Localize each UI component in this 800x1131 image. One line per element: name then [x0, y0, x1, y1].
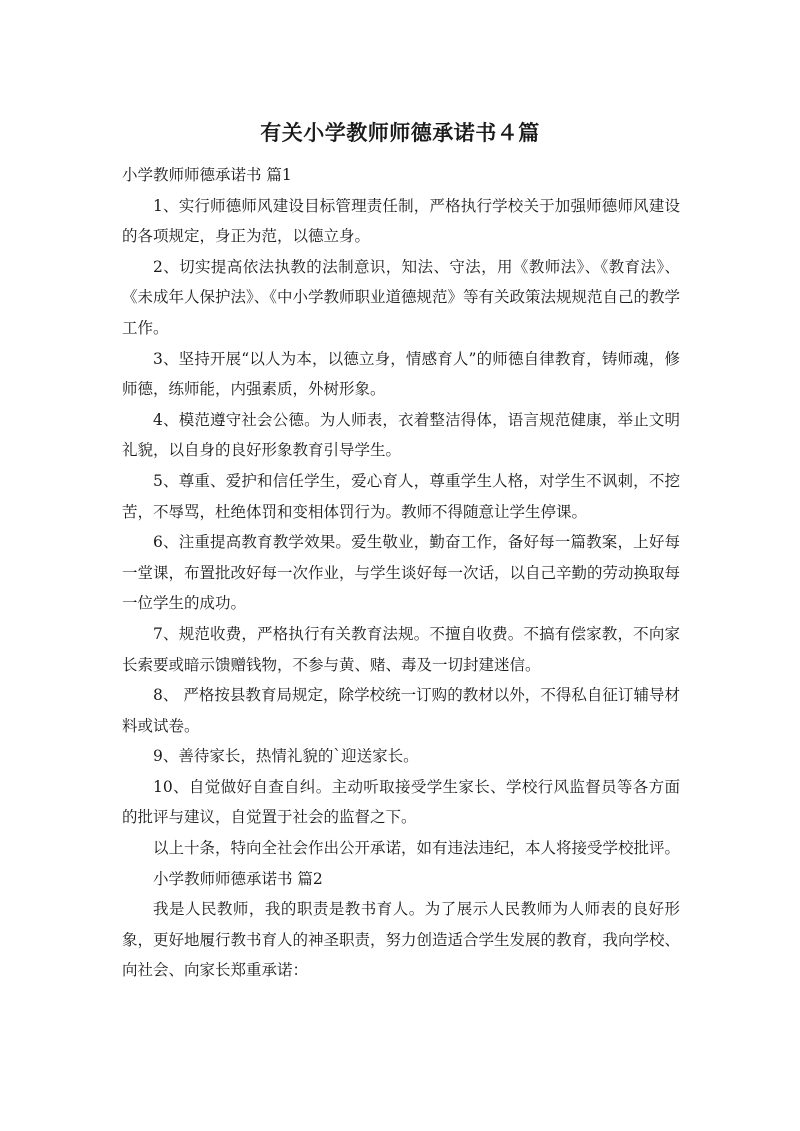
paragraph: 4、模范遵守社会公德。为人师表，衣着整洁得体，语言规范健康，举止文明礼貌，以自身的良好形象教育引导学生。	[122, 410, 680, 460]
paragraph: 9、善待家长，热情礼貌的`迎送家长。	[153, 747, 419, 766]
paragraph: 以上十条，特向全社会作出公开承诺，如有违法违纪，本人将接受学校批评。	[153, 839, 681, 858]
paragraph: 6、注重提高教育教学效果。爱生敬业，勤奋工作，备好每一篇教案，上好每一堂课，布置批改好每一次作业，与学生谈好每一次话，以自己辛勤的劳动换取每一位学生的成功。	[122, 533, 681, 613]
paragraph: 3、坚持开展“以人为本，以德立身，情感育人”的师德自律教育，铸师魂，修师德，练师能，内强素质，外树形象。	[122, 349, 680, 399]
paragraph: 2、切实提高依法执教的法制意识，知法、守法，用《教师法》、《教育法》、《未成年人保护法》、《中小学教师职业道德规范》等有关政策法规规范自己的教学工作。	[122, 257, 681, 337]
paragraph: 我是人民教师，我的职责是教书育人。为了展示人民教师为人师表的良好形象，更好地履行教书育人的神圣职责，努力创造适合学生发展的教育，我向学校、向社会、向家长郑重承诺：	[122, 900, 681, 980]
paragraph: 10、自觉做好自查自纠。主动听取接受学生家长、学校行风监督员等各方面的批评与建议，自觉置于社会的监督之下。	[122, 777, 680, 827]
paragraph: 1、实行师德师风建设目标管理责任制，严格执行学校关于加强师德师风建设的各项规定，身正为范，以德立身。	[122, 196, 680, 246]
document-title: 有关小学教师师德承诺书４篇	[260, 121, 540, 145]
document-body	[122, 160, 680, 986]
section-heading-1: 小学教师师德承诺书 篇1	[122, 166, 292, 184]
paragraph: 8、 严格按县教育局规定，除学校统一订购的教材以外，不得私自征订辅导材料或试卷。	[122, 686, 680, 735]
section-heading-2: 小学教师师德承诺书 篇2	[153, 869, 323, 888]
paragraph: 5、尊重、爱护和信任学生，爱心育人，尊重学生人格，对学生不讽刺，不挖苦，不辱骂，杜绝体罚和变相体罚行为。教师不得随意让学生停课。	[122, 471, 680, 521]
paragraph: 7、规范收费，严格执行有关教育法规。不擅自收费。不搞有偿家教，不向家长索要或暗示馈赠钱物，不参与黄、赌、毒及一切封建迷信。	[122, 624, 680, 674]
